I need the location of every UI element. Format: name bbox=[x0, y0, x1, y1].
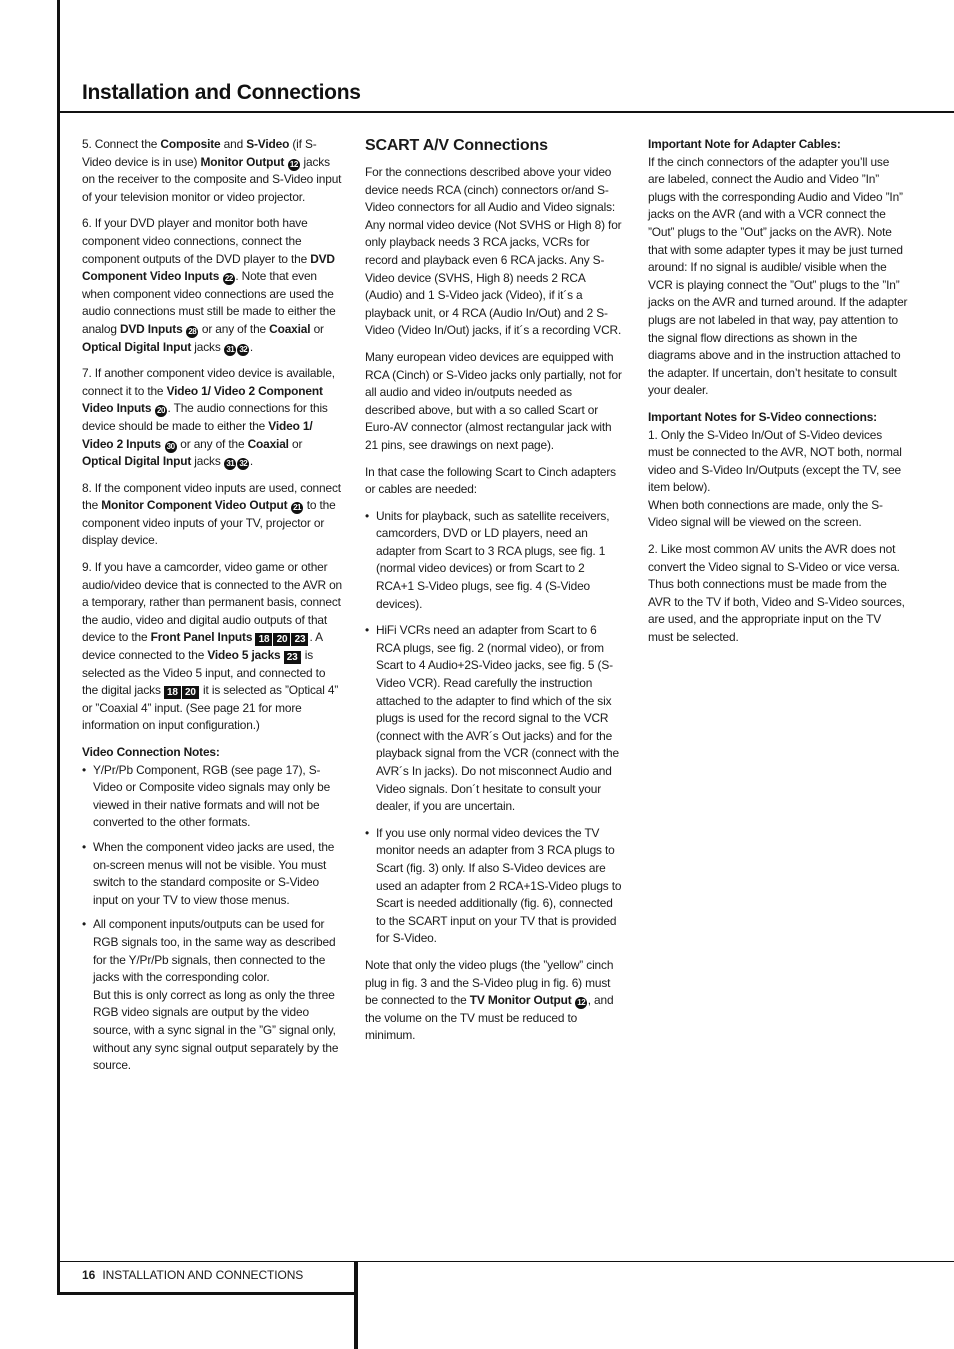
list-item: • When the component video jacks are used, the on-screen menus will not be visible. You must switch to the standard composite or S-Video input on your TV to view those menus. bbox=[82, 839, 344, 909]
jack-number-icon: 12 bbox=[575, 997, 587, 1009]
page-number: 16 bbox=[82, 1268, 96, 1282]
jack-number-icon: 32 bbox=[237, 458, 249, 470]
jack-number-icon: 21 bbox=[291, 502, 303, 514]
adapter-note-heading: Important Note for Adapter Cables: bbox=[648, 137, 841, 151]
jack-number-square-icon: 18 bbox=[164, 686, 181, 699]
step-9: 9. If you have a camcorder, video game or other audio/video device that is connected to the AVR on a temporary, rather than permanent basis, connect the audio, video and digital audio outputs of that device to the Front Panel Inputs 18 20 23 . A device connected to the Video 5 jacks 23 is selected as the Video 5 input, and connected to the digital jacks 18 20 it is selected as ”Optical 4” or ”Coaxial 4” input. (See page 21 for more information on input configuration.) bbox=[82, 560, 342, 733]
scart-paragraph-1: For the connections described above your video device needs RCA (cinch) connectors or/and S-Video connectors for all Audio and Video signals: Any normal video device (Not SVHS or High 8) for only playback needs 3 RCA jacks, VCRs for record and playback even 6 RCA jacks. Any S-Video device (SVHS, High 8) needs 2 RCA (Audio) and 1 S-Video jack (Video), if it´s a playback unit, or 4 RCA (Audio In/Out) and 2 S-Video (Video In/Out) jacks, if it´s a recording VCR. bbox=[365, 165, 622, 338]
jack-number-square-icon: 20 bbox=[273, 633, 290, 646]
scart-paragraph-3: In that case the following Scart to Cinch adapters or cables are needed: bbox=[365, 464, 616, 497]
scart-paragraph-2: Many european video devices are equipped with RCA (Cinch) or S-Video jacks only partially, not for all audio and video in/outputs needed as described above, but with a so called Scart or Euro-AV connector (almost rectangular jack with 21 pins, see drawings on next page). bbox=[365, 349, 622, 452]
jack-number-icon: 12 bbox=[288, 159, 300, 171]
jack-number-icon: 32 bbox=[237, 344, 249, 356]
list-item: • HiFi VCRs need an adapter from Scart to 6 RCA plugs, see fig. 2 (normal video), or from Scart to 4 Audio+2S-Video jacks, see fig. 5 (S-Video VCR). Read carefully the instruction attached to the adapter to find which of the six plugs is used for the record signal to the VCR (connect with the AVR´s Out jacks) and for the playback signal from the VCR (connect with the AVR´s In jacks). Do not misconnect Audio and Video signals. Don´t hesitate to consult your dealer, if you are uncertain. bbox=[365, 622, 623, 816]
column-right bbox=[648, 136, 908, 656]
page-title: Installation and Connections bbox=[82, 81, 361, 104]
header-rule bbox=[57, 111, 954, 113]
column-left bbox=[82, 136, 344, 1082]
list-item: • If you use only normal video devices the TV monitor needs an adapter from 3 RCA plugs to Scart (fig. 3) only. If also S-Video devices are used an adapter from 2 RCA+1S-Video plugs to Scart is needed additionally (fig. 6), connected to the SCART input on your TV that is provided for S-Video. bbox=[365, 825, 623, 948]
jack-number-square-icon: 23 bbox=[291, 633, 308, 646]
adapter-note-text: If the cinch connectors of the adapter you’ll use are labeled, connect the Audio and Video ”In” plugs with the corresponding Audio and Video ”In” jacks on the AVR (and with a VCR connect the ”Out” plugs to the ”Out” jacks on the AVR). Note that with some adapter types it may be just turned around: If no signal is audible/ visible when the VCR is playing connect the ”Out” plugs to the ”In” jacks on the AVR and turned around. If the adapter plugs are not labeled in that way, pay attention to the signal flow directions as shown in the diagrams above and in the instruction attached to the adapter. If uncertain, don’t hesitate to consult your dealer. bbox=[648, 154, 908, 398]
scart-heading: SCART A/V Connections bbox=[365, 137, 548, 154]
svideo-note-2: 2. Like most common AV units the AVR does not convert the Video signal to S-Video or vice versa. Thus both connections must be made from the AVR to the TV if both, Video and S-Video sources, are used, and the appropriate input on the TV must be selected. bbox=[648, 542, 905, 645]
video-notes-heading: Video Connection Notes: bbox=[82, 745, 220, 759]
step-7: 7. If another component video device is available, connect it to the Video 1/ Video 2 Component Video Inputs 20 . The audio connections for this device should be made to either the Video 1/ Video 2 Inputs 30 or any of the Coaxial or Optical Digital Input jacks 31 32 . bbox=[82, 366, 335, 469]
jack-number-square-icon: 18 bbox=[255, 633, 272, 646]
scart-adapter-list bbox=[365, 508, 623, 948]
jack-number-icon: 31 bbox=[224, 344, 236, 356]
left-vertical-rule bbox=[57, 0, 60, 1295]
scart-paragraph-4: Note that only the video plugs (the ”yellow” cinch plug in fig. 3 and the S-Video plug in fig. 6) must be connected to the TV Monitor Output 12 , and the volume on the TV must be reduced to minimum. bbox=[365, 957, 614, 1043]
footer-rule bbox=[57, 1261, 954, 1262]
jack-number-icon: 30 bbox=[165, 441, 177, 453]
list-item: • Y/Pr/Pb Component, RGB (see page 17), S-Video or Composite video signals may only be viewed in their native formats and will not be converted to the other formats. bbox=[82, 762, 344, 832]
svideo-note-heading: Important Notes for S-Video connections: bbox=[648, 409, 877, 424]
footer-underline-rule bbox=[57, 1292, 357, 1295]
list-item: • Units for playback, such as satellite receivers, camcorders, DVD or LD players, need an adapter from Scart to 3 RCA plugs, see fig. 1 (normal video devices) or from Scart to 2 RCA+1 S-Video plugs, see fig. 4 (S-Video devices). bbox=[365, 508, 623, 614]
step-8: 8. If the component video inputs are used, connect the Monitor Component Video Output 21 to the component video inputs of your TV, projector or display device. bbox=[82, 480, 341, 548]
jack-number-icon: 22 bbox=[223, 273, 235, 285]
footer-section: INSTALLATION AND CONNECTIONS bbox=[102, 1268, 304, 1282]
list-item: • All component inputs/outputs can be used for RGB signals too, in the same way as described for the Y/Pr/Pb signals, then connected to the jacks with the corresponding color. But this is only correct as long as only the three RGB video signals are output by the video source, with a sync signal in the ”G” signal only, without any sync signal output separately by the source. bbox=[82, 916, 344, 1074]
jack-number-icon: 20 bbox=[155, 405, 167, 417]
page-footer bbox=[82, 1268, 303, 1282]
jack-number-icon: 31 bbox=[224, 458, 236, 470]
jack-number-icon: 28 bbox=[186, 326, 198, 338]
svideo-note-1: 1. Only the S-Video In/Out of S-Video devices must be connected to the AVR, NOT both, normal video and S-Video In/Outputs (except the TV, see item below). When both connections are made, only the S-Video signal will be viewed on the screen. bbox=[648, 427, 902, 530]
column-middle bbox=[365, 136, 623, 1054]
step-6: 6. If your DVD player and monitor both have component video connections, connect the component outputs of the DVD player to the DVD Component Video Inputs 22 . Note that even when component video connections are used the audio connections must still be made to either the analog DVD Inputs 28 or any of the Coaxial or Optical Digital Input jacks 31 32 . bbox=[82, 216, 336, 354]
jack-number-square-icon: 23 bbox=[284, 651, 301, 664]
video-notes-list bbox=[82, 762, 344, 1075]
jack-number-square-icon: 20 bbox=[182, 686, 199, 699]
step-5: 5. Connect the Composite and S-Video (if S-Video device is in use) Monitor Output 12 jacks on the receiver to the composite and S-Video input of your television monitor or video projector. bbox=[82, 137, 342, 204]
footer-vertical-rule bbox=[354, 1262, 358, 1349]
